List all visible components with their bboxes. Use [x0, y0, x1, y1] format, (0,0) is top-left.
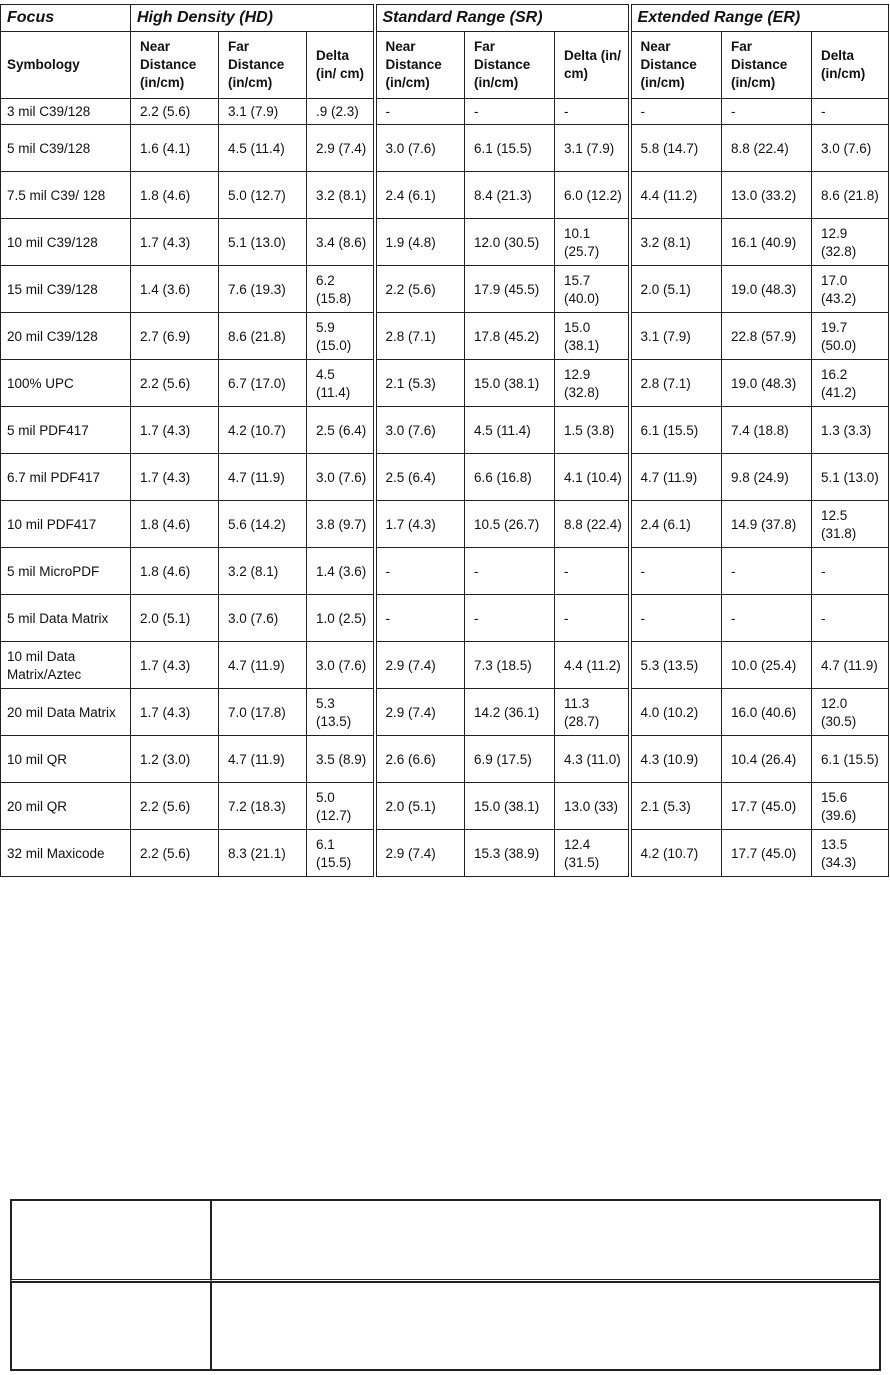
symbology-cell: 20 mil QR [1, 783, 131, 830]
hd-near-cell: 2.7 (6.9) [131, 313, 219, 360]
er-delta-cell: 6.1 (15.5) [812, 736, 889, 783]
hd-far-cell: 4.5 (11.4) [219, 125, 307, 172]
notes-label-cell [11, 1200, 211, 1282]
er-far-cell: 16.1 (40.9) [722, 219, 812, 266]
sr-far-cell: 7.3 (18.5) [465, 642, 555, 689]
er-far-cell: 22.8 (57.9) [722, 313, 812, 360]
notes-row [11, 1200, 880, 1282]
symbology-cell: 10 mil PDF417 [1, 501, 131, 548]
sr-near-cell: 3.0 (7.6) [375, 407, 465, 454]
hd-delta-cell: 5.9 (15.0) [307, 313, 375, 360]
er-far-cell: 13.0 (33.2) [722, 172, 812, 219]
hd-near-cell: 1.7 (4.3) [131, 407, 219, 454]
sr-delta-cell: 4.3 (11.0) [555, 736, 630, 783]
table-row [1, 407, 889, 454]
sr-near-cell: - [375, 548, 465, 595]
er-near-cell: 4.2 (10.7) [630, 830, 722, 877]
symbology-cell: 15 mil C39/128 [1, 266, 131, 313]
sr-far-cell: 6.1 (15.5) [465, 125, 555, 172]
table-row [1, 736, 889, 783]
hd-delta-cell: 1.0 (2.5) [307, 595, 375, 642]
er-far-cell: 19.0 (48.3) [722, 360, 812, 407]
symbology-cell: 5 mil PDF417 [1, 407, 131, 454]
er-delta-cell: 12.5 (31.8) [812, 501, 889, 548]
er-near-cell: 5.8 (14.7) [630, 125, 722, 172]
table-row [1, 125, 889, 172]
table-row [1, 783, 889, 830]
er-near-cell: 5.3 (13.5) [630, 642, 722, 689]
er-far-cell: 17.7 (45.0) [722, 830, 812, 877]
sr-far-cell: 15.0 (38.1) [465, 783, 555, 830]
er-far-cell: 10.4 (26.4) [722, 736, 812, 783]
sr-delta-cell: 12.9 (32.8) [555, 360, 630, 407]
er-delta-cell: 12.0 (30.5) [812, 689, 889, 736]
er-delta-cell: 8.6 (21.8) [812, 172, 889, 219]
hd-delta-cell: 3.0 (7.6) [307, 454, 375, 501]
sr-delta-cell: 4.1 (10.4) [555, 454, 630, 501]
table-row [1, 172, 889, 219]
hd-near-cell: 1.2 (3.0) [131, 736, 219, 783]
table-row [1, 313, 889, 360]
er-delta-cell: 4.7 (11.9) [812, 642, 889, 689]
hd-delta-cell: 1.4 (3.6) [307, 548, 375, 595]
sr-delta-cell: 4.4 (11.2) [555, 642, 630, 689]
hd-delta-header: Delta (in/ cm) [307, 32, 375, 99]
decode-range-table [0, 4, 889, 877]
table-row [1, 642, 889, 689]
hd-near-cell: 2.2 (5.6) [131, 360, 219, 407]
hd-far-cell: 5.0 (12.7) [219, 172, 307, 219]
sr-near-cell: 2.1 (5.3) [375, 360, 465, 407]
sr-near-header: Near Distance (in/cm) [375, 32, 465, 99]
symbology-cell: 10 mil QR [1, 736, 131, 783]
sr-near-cell: 1.7 (4.3) [375, 501, 465, 548]
hd-near-cell: 1.8 (4.6) [131, 548, 219, 595]
symbology-cell: 5 mil Data Matrix [1, 595, 131, 642]
er-near-cell: 2.4 (6.1) [630, 501, 722, 548]
er-delta-cell: 13.5 (34.3) [812, 830, 889, 877]
sr-delta-cell: 11.3 (28.7) [555, 689, 630, 736]
er-far-cell: 17.7 (45.0) [722, 783, 812, 830]
table-row [1, 689, 889, 736]
sr-far-cell: - [465, 99, 555, 125]
sr-near-cell: 2.9 (7.4) [375, 689, 465, 736]
symbology-cell: 32 mil Maxicode [1, 830, 131, 877]
hd-delta-cell: 3.5 (8.9) [307, 736, 375, 783]
er-delta-cell: 19.7 (50.0) [812, 313, 889, 360]
sr-far-cell: 15.3 (38.9) [465, 830, 555, 877]
er-far-header: Far Distance (in/cm) [722, 32, 812, 99]
hd-delta-cell: 2.5 (6.4) [307, 407, 375, 454]
notes-row [11, 1282, 880, 1370]
er-delta-cell: - [812, 595, 889, 642]
group-header-row [1, 5, 889, 32]
er-near-cell: 4.7 (11.9) [630, 454, 722, 501]
hd-near-cell: 1.7 (4.3) [131, 689, 219, 736]
hd-far-cell: 3.2 (8.1) [219, 548, 307, 595]
hd-delta-cell: 3.4 (8.6) [307, 219, 375, 266]
er-far-cell: 8.8 (22.4) [722, 125, 812, 172]
sr-far-cell: 10.5 (26.7) [465, 501, 555, 548]
hd-far-cell: 5.6 (14.2) [219, 501, 307, 548]
sr-delta-cell: 1.5 (3.8) [555, 407, 630, 454]
hd-far-cell: 4.7 (11.9) [219, 736, 307, 783]
er-delta-cell: 3.0 (7.6) [812, 125, 889, 172]
table-row [1, 219, 889, 266]
sr-far-cell: - [465, 595, 555, 642]
sr-near-cell: - [375, 99, 465, 125]
sr-delta-cell: 12.4 (31.5) [555, 830, 630, 877]
hd-near-cell: 1.7 (4.3) [131, 219, 219, 266]
symbology-cell: 20 mil C39/128 [1, 313, 131, 360]
hd-far-cell: 8.6 (21.8) [219, 313, 307, 360]
sr-near-cell: 2.9 (7.4) [375, 830, 465, 877]
hd-far-cell: 4.2 (10.7) [219, 407, 307, 454]
table-row [1, 501, 889, 548]
hd-near-cell: 2.2 (5.6) [131, 99, 219, 125]
er-far-cell: 10.0 (25.4) [722, 642, 812, 689]
symbology-cell: 20 mil Data Matrix [1, 689, 131, 736]
er-near-cell: - [630, 548, 722, 595]
symbology-cell: 3 mil C39/128 [1, 99, 131, 125]
table-row [1, 99, 889, 125]
er-near-cell: - [630, 595, 722, 642]
er-near-cell: 4.4 (11.2) [630, 172, 722, 219]
symbology-cell: 5 mil C39/128 [1, 125, 131, 172]
hd-near-cell: 2.2 (5.6) [131, 783, 219, 830]
symbology-cell: 10 mil Data Matrix/Aztec [1, 642, 131, 689]
hd-far-cell: 7.6 (19.3) [219, 266, 307, 313]
sr-near-cell: 2.6 (6.6) [375, 736, 465, 783]
sr-near-cell: 2.2 (5.6) [375, 266, 465, 313]
sr-near-cell: 2.0 (5.1) [375, 783, 465, 830]
sr-delta-cell: - [555, 99, 630, 125]
hd-delta-cell: 3.8 (9.7) [307, 501, 375, 548]
table-row [1, 548, 889, 595]
sr-delta-cell: 6.0 (12.2) [555, 172, 630, 219]
sr-near-cell: 2.9 (7.4) [375, 642, 465, 689]
er-delta-cell: 1.3 (3.3) [812, 407, 889, 454]
hd-near-header: Near Distance (in/cm) [131, 32, 219, 99]
hd-delta-cell: 3.0 (7.6) [307, 642, 375, 689]
sr-near-cell: 2.5 (6.4) [375, 454, 465, 501]
hd-delta-cell: 3.2 (8.1) [307, 172, 375, 219]
symbology-cell: 7.5 mil C39/ 128 [1, 172, 131, 219]
sr-near-cell: 3.0 (7.6) [375, 125, 465, 172]
sr-near-cell: - [375, 595, 465, 642]
hd-near-cell: 1.8 (4.6) [131, 172, 219, 219]
er-far-cell: - [722, 99, 812, 125]
sr-delta-cell: 8.8 (22.4) [555, 501, 630, 548]
sr-far-cell: 17.8 (45.2) [465, 313, 555, 360]
hd-near-cell: 1.7 (4.3) [131, 642, 219, 689]
hd-near-cell: 1.4 (3.6) [131, 266, 219, 313]
table-row [1, 266, 889, 313]
sr-far-cell: 14.2 (36.1) [465, 689, 555, 736]
hd-far-cell: 3.0 (7.6) [219, 595, 307, 642]
er-far-cell: 9.8 (24.9) [722, 454, 812, 501]
sr-delta-cell: 15.7 (40.0) [555, 266, 630, 313]
sr-far-cell: 4.5 (11.4) [465, 407, 555, 454]
hd-near-cell: 2.2 (5.6) [131, 830, 219, 877]
sr-far-cell: 6.9 (17.5) [465, 736, 555, 783]
hd-delta-cell: .9 (2.3) [307, 99, 375, 125]
hd-far-cell: 7.2 (18.3) [219, 783, 307, 830]
hd-far-cell: 3.1 (7.9) [219, 99, 307, 125]
er-near-header: Near Distance (in/cm) [630, 32, 722, 99]
sr-delta-cell: - [555, 548, 630, 595]
sr-delta-cell: - [555, 595, 630, 642]
sr-delta-cell: 15.0 (38.1) [555, 313, 630, 360]
sr-far-cell: 8.4 (21.3) [465, 172, 555, 219]
symbology-cell: 100% UPC [1, 360, 131, 407]
sr-delta-cell: 13.0 (33) [555, 783, 630, 830]
er-far-cell: - [722, 595, 812, 642]
er-delta-cell: 5.1 (13.0) [812, 454, 889, 501]
notes-value-cell [211, 1282, 880, 1370]
hd-delta-cell: 5.3 (13.5) [307, 689, 375, 736]
table-row [1, 454, 889, 501]
hd-far-cell: 8.3 (21.1) [219, 830, 307, 877]
er-delta-cell: 16.2 (41.2) [812, 360, 889, 407]
er-near-cell: 6.1 (15.5) [630, 407, 722, 454]
er-near-cell: 2.1 (5.3) [630, 783, 722, 830]
er-near-cell: 4.3 (10.9) [630, 736, 722, 783]
focus-label: Focus [1, 5, 131, 32]
table-row [1, 360, 889, 407]
sr-near-cell: 1.9 (4.8) [375, 219, 465, 266]
hd-far-cell: 7.0 (17.8) [219, 689, 307, 736]
er-far-cell: 16.0 (40.6) [722, 689, 812, 736]
er-near-cell: 3.2 (8.1) [630, 219, 722, 266]
er-far-cell: 7.4 (18.8) [722, 407, 812, 454]
sr-delta-header: Delta (in/ cm) [555, 32, 630, 99]
sr-near-cell: 2.4 (6.1) [375, 172, 465, 219]
er-near-cell: 2.0 (5.1) [630, 266, 722, 313]
symbology-header: Symbology [1, 32, 131, 99]
notes-value-cell [211, 1200, 880, 1282]
er-delta-cell: 15.6 (39.6) [812, 783, 889, 830]
hd-far-header: Far Distance (in/cm) [219, 32, 307, 99]
sr-far-header: Far Distance (in/cm) [465, 32, 555, 99]
column-header-row [1, 32, 889, 99]
hd-near-cell: 1.7 (4.3) [131, 454, 219, 501]
er-delta-cell: 17.0 (43.2) [812, 266, 889, 313]
er-delta-cell: 12.9 (32.8) [812, 219, 889, 266]
symbology-cell: 5 mil MicroPDF [1, 548, 131, 595]
hd-far-cell: 4.7 (11.9) [219, 454, 307, 501]
er-delta-cell: - [812, 99, 889, 125]
sr-far-cell: 15.0 (38.1) [465, 360, 555, 407]
sr-delta-cell: 10.1 (25.7) [555, 219, 630, 266]
sr-far-cell: 17.9 (45.5) [465, 266, 555, 313]
er-far-cell: - [722, 548, 812, 595]
hd-near-cell: 1.8 (4.6) [131, 501, 219, 548]
hd-near-cell: 2.0 (5.1) [131, 595, 219, 642]
sr-far-cell: 6.6 (16.8) [465, 454, 555, 501]
group-sr-header: Standard Range (SR) [375, 5, 630, 32]
sr-near-cell: 2.8 (7.1) [375, 313, 465, 360]
hd-delta-cell: 6.2 (15.8) [307, 266, 375, 313]
er-delta-cell: - [812, 548, 889, 595]
er-near-cell: 2.8 (7.1) [630, 360, 722, 407]
er-near-cell: 3.1 (7.9) [630, 313, 722, 360]
hd-delta-cell: 2.9 (7.4) [307, 125, 375, 172]
hd-far-cell: 6.7 (17.0) [219, 360, 307, 407]
hd-delta-cell: 6.1 (15.5) [307, 830, 375, 877]
sr-delta-cell: 3.1 (7.9) [555, 125, 630, 172]
hd-near-cell: 1.6 (4.1) [131, 125, 219, 172]
hd-delta-cell: 5.0 (12.7) [307, 783, 375, 830]
hd-delta-cell: 4.5 (11.4) [307, 360, 375, 407]
notes-label-cell [11, 1282, 211, 1370]
er-far-cell: 19.0 (48.3) [722, 266, 812, 313]
sr-far-cell: - [465, 548, 555, 595]
hd-far-cell: 5.1 (13.0) [219, 219, 307, 266]
symbology-cell: 10 mil C39/128 [1, 219, 131, 266]
hd-far-cell: 4.7 (11.9) [219, 642, 307, 689]
group-hd-header: High Density (HD) [131, 5, 375, 32]
symbology-cell: 6.7 mil PDF417 [1, 454, 131, 501]
er-delta-header: Delta (in/cm) [812, 32, 889, 99]
notes-table [10, 1199, 881, 1371]
er-near-cell: 4.0 (10.2) [630, 689, 722, 736]
sr-far-cell: 12.0 (30.5) [465, 219, 555, 266]
table-row [1, 595, 889, 642]
er-near-cell: - [630, 99, 722, 125]
er-far-cell: 14.9 (37.8) [722, 501, 812, 548]
table-row [1, 830, 889, 877]
group-er-header: Extended Range (ER) [630, 5, 889, 32]
